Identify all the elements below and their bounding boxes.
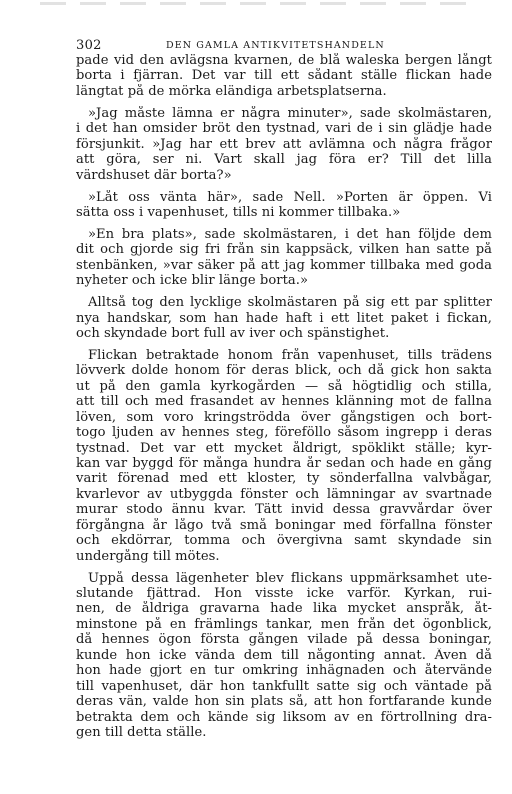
text-line: Flickan betraktade honom från vapenhuset, tills trädens (88, 347, 492, 363)
text-line: nya handskar, som han hade haft i ett litet paket i fickan, (76, 310, 492, 326)
text-line: murar stodo ännu kvar. Tätt invid dessa gravvårdar över (76, 502, 492, 518)
paragraph (76, 295, 492, 341)
text-line: dit och gjorde sig fri från sin kappsäck, vilken han satte på (76, 242, 492, 258)
text-line: värdshuset där borta?» (76, 167, 232, 183)
text-line: att till och med frasandet av hennes klänning mot de fallna (76, 394, 492, 410)
text-line: försjunkit. »Jag har ett brev att avlämna och några frågor (76, 136, 492, 152)
paragraph (76, 227, 492, 289)
text-line: »Låt oss vänta här», sade Nell. »Porten är öppen. Vi (88, 189, 492, 205)
text-line: lövverk dolde honom för deras blick, och då gick hon sakta (76, 363, 492, 379)
text-line: togo ljuden av hennes steg, föreföllo såsom ingrepp i deras (76, 425, 492, 441)
text-line: Uppå dessa lägenheter blev flickans uppmärksamhet ute- (88, 570, 492, 586)
text-line: »Jag måste lämna er några minuter», sade skolmästaren, (88, 105, 492, 121)
paragraph (76, 571, 492, 741)
paragraph (76, 53, 492, 99)
text-line: och ekdörrar, tomma och övergivna samt skyndade sin (76, 533, 492, 549)
text-line: pade vid den avlägsna kvarnen, de blå waleska bergen långt (76, 53, 492, 68)
text-line: borta i fjärran. Det var till ett sådant ställe flickan hade (76, 68, 492, 84)
body-text (76, 53, 492, 740)
text-line: och skyndade bort full av iver och spänstighet. (76, 326, 390, 341)
text-line: stenbänken, »var säker på att jag kommer tillbaka med goda (76, 257, 492, 273)
text-line: betrakta dem och kände sig liksom av en förtrollning dra- (76, 709, 492, 725)
paragraph (76, 348, 492, 564)
text-line: löven, som voro kringströdda över gångstigen och bort- (76, 409, 492, 425)
text-line: varit förenad med ett kloster, ty sönderfallna valvbågar, (76, 471, 492, 487)
text-line: minstone på en främlings tankar, men från det ögonblick, (76, 616, 492, 632)
text-line: deras vän, valde hon sin plats så, att hon fortfarande kunde (76, 694, 492, 710)
text-line: till vapenhuset, där hon tankfullt satte sig och väntade på (76, 678, 492, 694)
text-line: gen till detta ställe. (76, 724, 207, 740)
page-number: 302 (76, 38, 102, 53)
page-header (76, 38, 486, 54)
text-line: ut på den gamla kyrkogården — så högtidlig och stilla, (76, 378, 492, 394)
text-line: sätta oss i vapenhuset, tills ni kommer tillbaka.» (76, 204, 401, 220)
text-line: slutande fjättrad. Hon visste icke varför. Kyrkan, rui- (76, 586, 492, 601)
running-head: DEN GAMLA ANTIKVITETSHANDELN (166, 40, 385, 51)
text-line: nyheter och icke blir länge borta.» (76, 273, 309, 289)
text-line: kan var byggd för många hundra år sedan och hade en gång (76, 456, 492, 471)
paragraph (76, 190, 492, 221)
text-line: tystnad. Det var ett mycket åldrigt, spöklikt ställe; kyr- (76, 440, 492, 456)
paragraph (76, 106, 492, 183)
text-line: att göra, ser ni. Vart skall jag föra er? Till det lilla (76, 152, 492, 168)
text-line: förgångna år lågo två små boningar med förfallna fönster (76, 517, 492, 533)
text-line: då hennes ögon första gången vilade på dessa boningar, (76, 632, 492, 648)
text-line: »En bra plats», sade skolmästaren, i det han följde dem (88, 226, 492, 242)
page-top-edge (40, 2, 480, 5)
text-line: längtat på de mörka eländiga arbetsplatserna. (76, 83, 387, 99)
text-line: kvarlevor av utbyggda fönster och lämningar av svartnade (76, 486, 492, 502)
text-line: hon hade gjort en tur omkring inhägnaden och återvände (76, 663, 492, 679)
text-line: Alltså tog den lycklige skolmästaren på sig ett par splitter (88, 295, 492, 311)
text-line: undergång till mötes. (76, 548, 220, 564)
text-line: kunde hon icke vända dem till någonting annat. Även då (76, 647, 492, 663)
text-line: i det han omsider bröt den tystnad, vari de i sin glädje hade (76, 121, 492, 137)
text-line: nen, de åldriga gravarna hade lika mycket anspråk, åt- (76, 601, 492, 617)
